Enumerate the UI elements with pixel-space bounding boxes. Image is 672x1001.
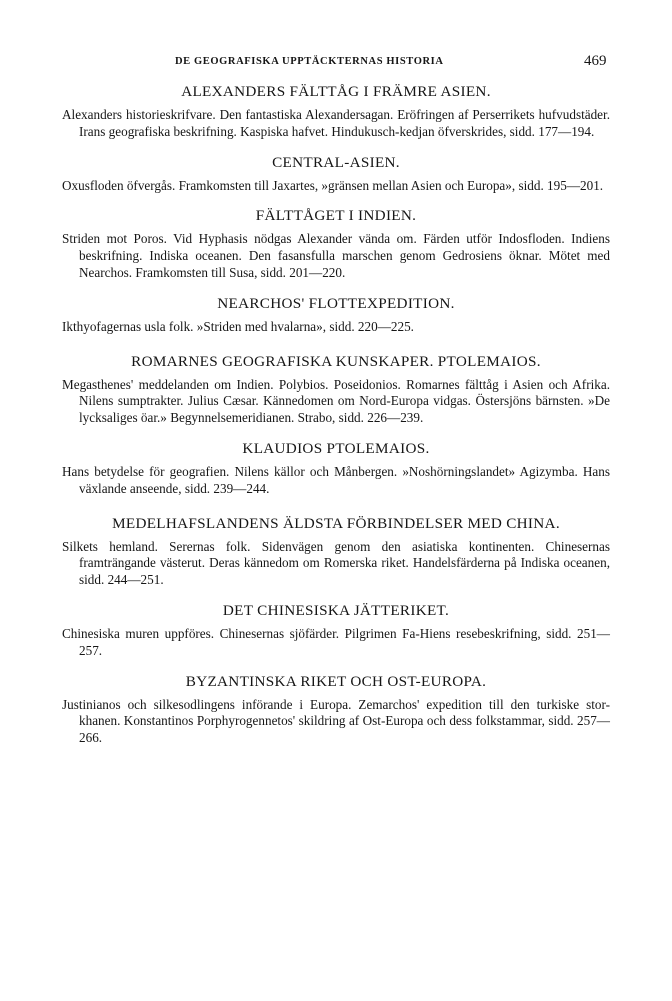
page-number: 469 [584,53,607,69]
section-chinesiska-jatteriket [62,601,610,660]
section-summary: Ikthyofagernas usla folk. »Striden med hvalarna», sidd. 220—225. [62,318,414,334]
section-nearchos [62,294,610,336]
section-alexanders-falttag [62,82,610,141]
section-heading: FÄLTTÅGET I INDIEN. [255,207,417,225]
section-heading: CENTRAL-ASIEN. [272,153,400,171]
section-summary: Oxusfloden öfvergås. Framkomsten till Jaxartes, »gränsen mellan Asien och Europa», sidd. 195—201. [62,177,604,193]
section-heading: ALEXANDERS FÄLTTÅG I FRÄMRE ASIEN. [181,83,491,100]
section-summary: Justinianos och silkesodlingens införande i Europa. Zemarchos' expedition till den turkiske stor-khanen. Konstantinos Porphyrogennetos' skildring af Ost-Europa och dess folkstammar, sidd. 257—266. [62,696,610,746]
section-falttaget-indien [62,206,610,281]
section-heading: DET CHINESISKA JÄTTERIKET. [222,601,450,619]
section-summary: Silkets hemland. Serernas folk. Sidenvägen genom den asiatiska kontinenten. Chinesernas framträngande västerut. Deras kännedom om Romerska riket. Handelsfärderna på Indiska oceanen, sidd. 244—251. [62,538,610,588]
section-summary: Hans betydelse för geografien. Nilens källor och Månbergen. »Noshörningslandet» Agizymba. Hans växlande anseende, sidd. 239—244. [62,463,610,496]
table-of-contents [62,82,610,747]
section-heading: MEDELHAFSLANDENS ÄLDSTA FÖRBINDELSER MED CHINA. [112,514,560,532]
section-romarnes-kunskaper [62,352,610,427]
section-medelhafslanden-china [62,514,610,589]
section-summary: Alexanders historieskrifvare. Den fantastiska Alexandersagan. Eröfringen af Perserrikets hufvudstäder. Irans geografiska beskrifning. Kaspiska hafvet. Hindukusch-kedjan öfverskrides, sidd. 177—194. [62,107,610,139]
section-summary: Striden mot Poros. Vid Hyphasis nödgas Alexander vända om. Färden utför Indosfloden. Indiens beskrifning. Indiska oceanen. Den fasansfulla marschen genom Gedrosiens öknar. Mötet med Nearchos. Framkomsten till Susa, sidd. 201—220. [62,231,610,280]
section-heading: KLAUDIOS PTOLEMAIOS. [242,439,430,457]
section-central-asien [62,153,610,195]
running-head [0,53,672,72]
section-summary: Megasthenes' meddelanden om Indien. Polybios. Poseidonios. Romarnes fälttåg i Asien och Afrika. Nilens sumptrakter. Julius Cæsar. Kännedomen om Nord-Europa vidgas. Östersjöns bärnsten. »De lycksaliges öar.» Begynnelsemeridianen. Strabo, sidd. 226—239. [62,376,610,426]
section-heading: BYZANTINSKA RIKET OCH OST-EUROPA. [185,672,487,690]
section-summary: Chinesiska muren uppföres. Chinesernas sjöfärder. Pilgrimen Fa-Hiens resebeskrifning, sidd. 251—257. [62,625,610,658]
section-heading: NEARCHOS' FLOTTEXPEDITION. [217,294,455,312]
section-byzantinska-riket [62,672,610,747]
running-title: DE GEOGRAFISKA UPPTÄCKTERNAS HISTORIA [175,56,444,67]
section-klaudios-ptolemaios [62,439,610,498]
section-heading: ROMARNES GEOGRAFISKA KUNSKAPER. PTOLEMAIOS. [131,352,541,370]
